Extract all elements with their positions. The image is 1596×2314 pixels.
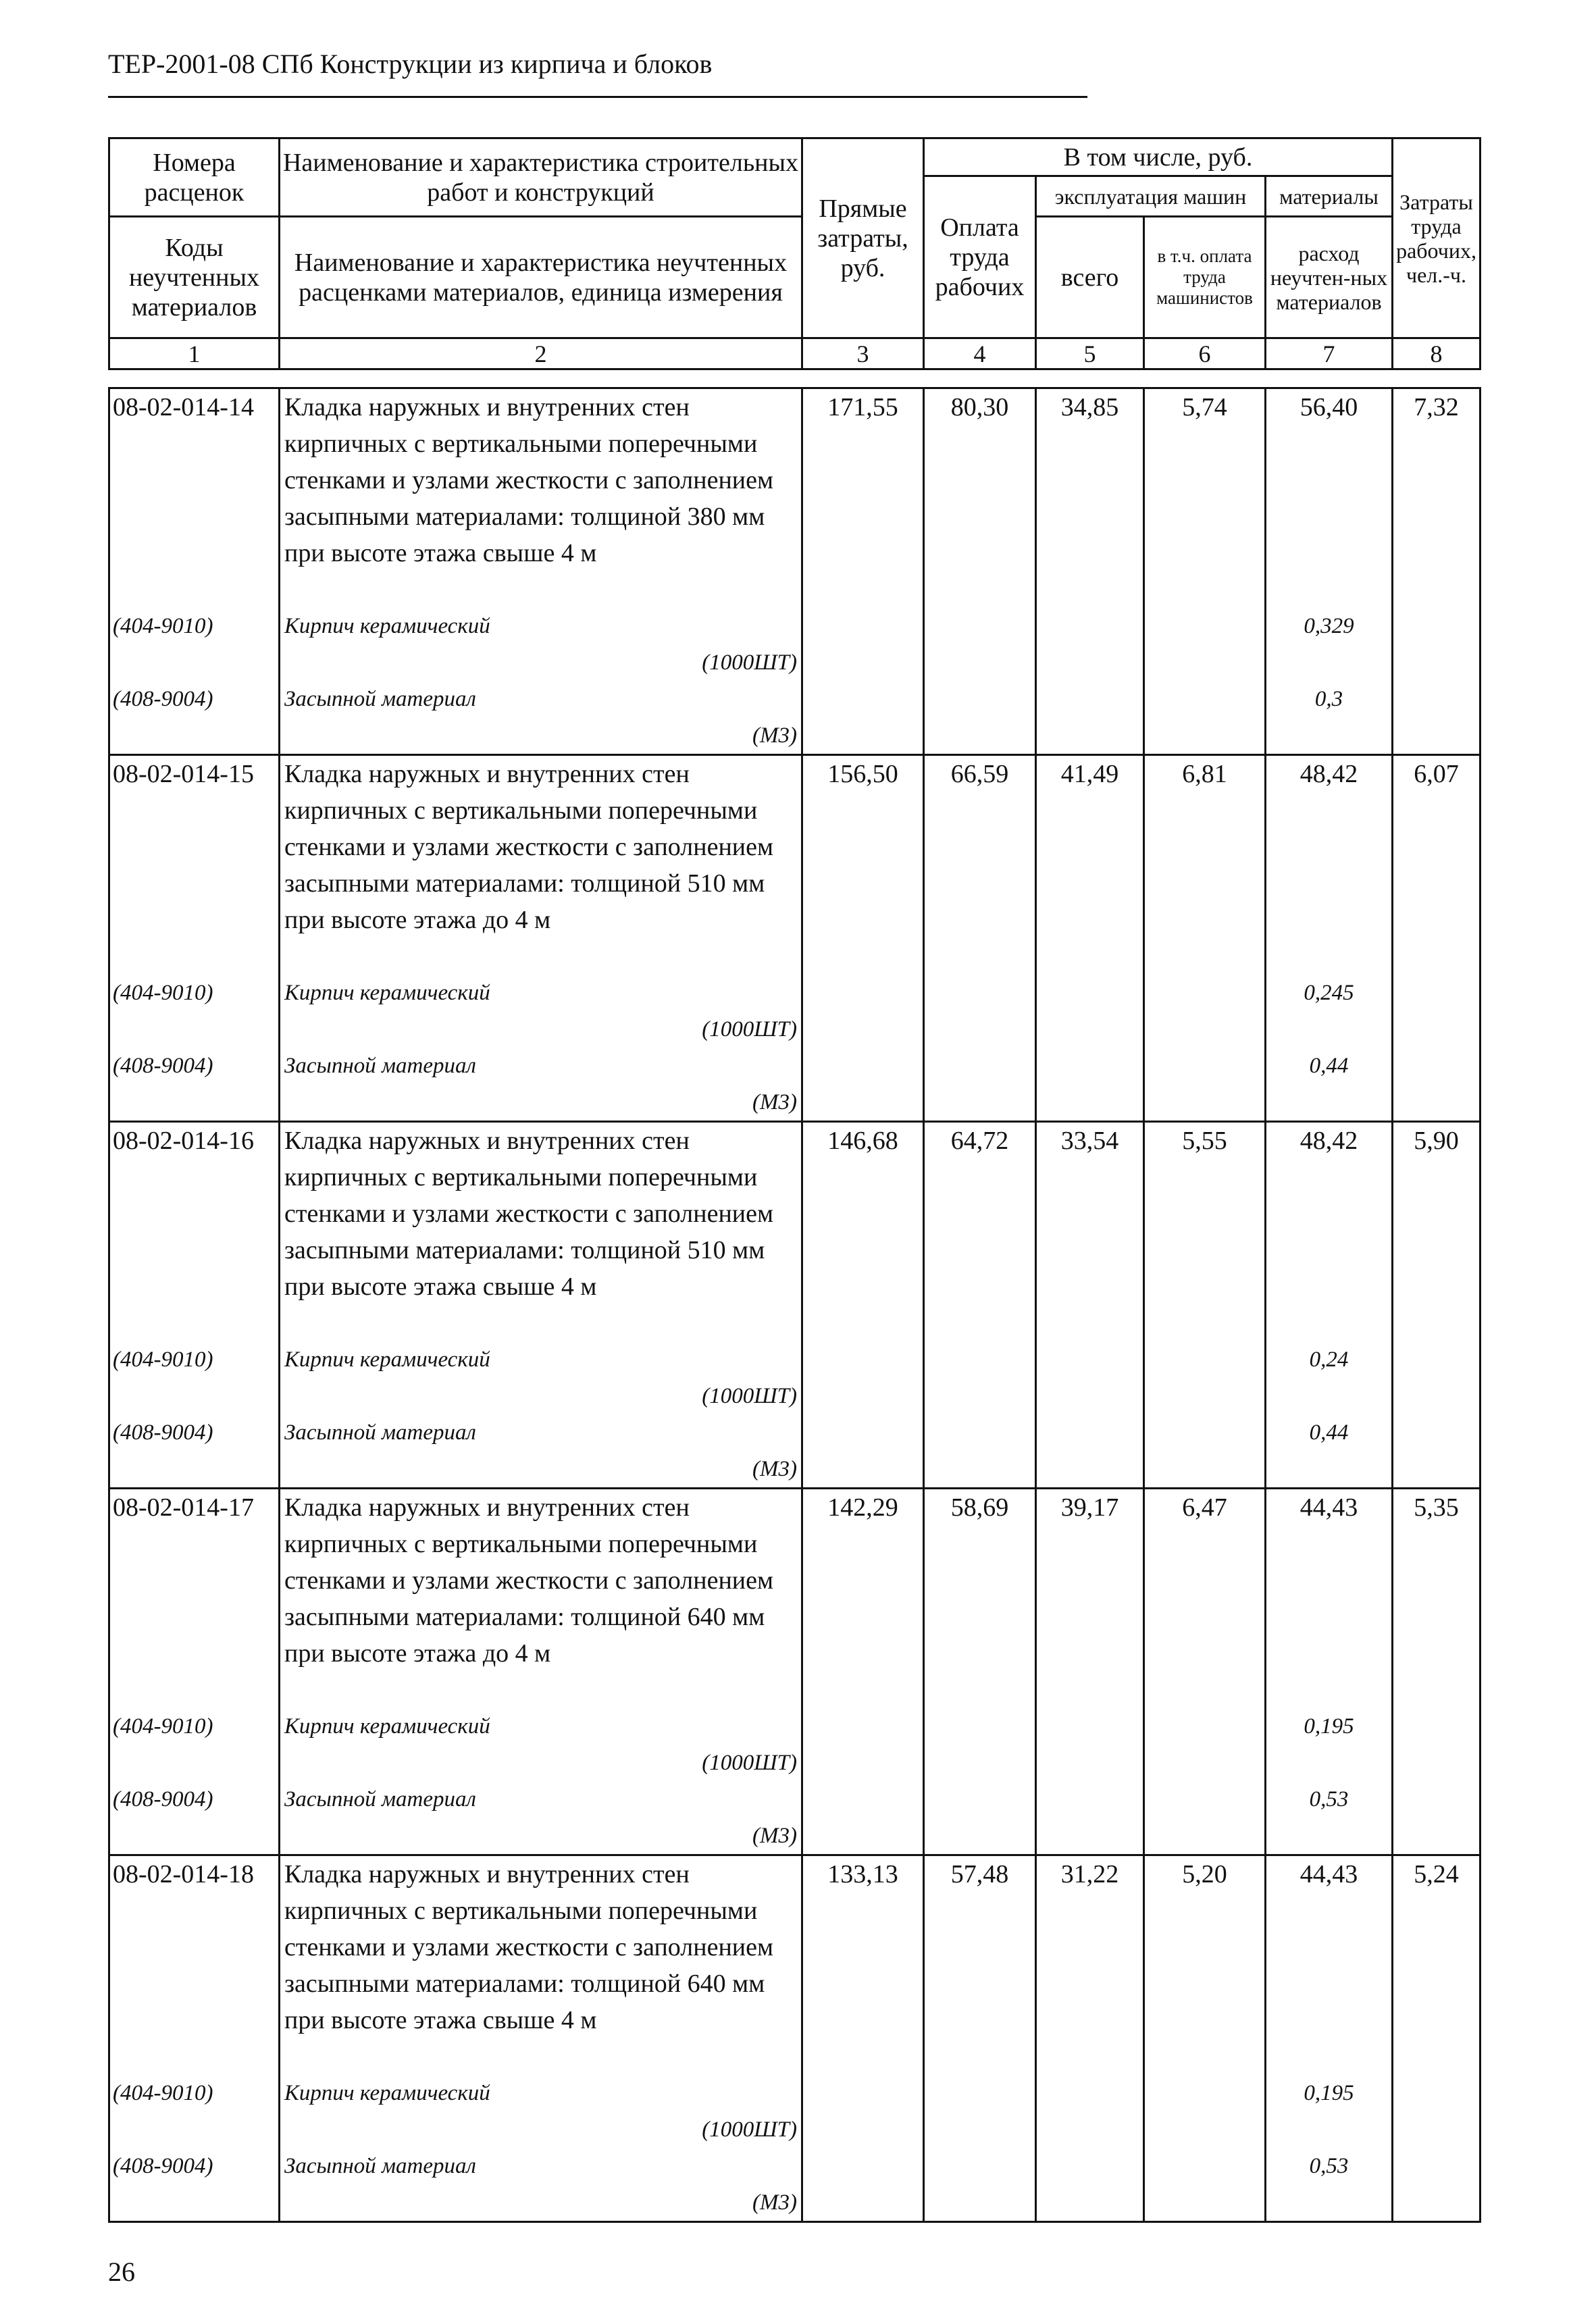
page-number: 26 [108, 2257, 135, 2287]
machinists-value: 5,74 [1144, 388, 1266, 755]
labor-value: 57,48 [924, 1855, 1036, 2222]
table-header [108, 137, 1481, 370]
work-description: Кладка наружных и внутренних стен кирпичных с вертикальными поперечными стенками и узлами жесткости с заполнением засыпными материалами: толщиной 510 мм при высоте этажа до 4 м [284, 760, 774, 934]
material-code: (408-9004) [113, 687, 213, 711]
material-code: (404-9010) [113, 1347, 213, 1372]
col-number: 6 [1144, 338, 1266, 369]
material-unit: (М3) [752, 1090, 797, 1114]
material-name: Засыпной материал [284, 2154, 476, 2178]
description-cell [280, 1855, 802, 2222]
material-name: Кирпич керамический [284, 1347, 490, 1372]
material-name: Кирпич керамический [284, 614, 490, 638]
material-unit: (1000ШТ) [702, 1017, 797, 1042]
description-cell [280, 1489, 802, 1855]
description-cell [280, 1122, 802, 1489]
work-description: Кладка наружных и внутренних стен кирпичных с вертикальными поперечными стенками и узлами жесткости с заполнением засыпными материалами: толщиной 380 мм при высоте этажа свыше 4 м [284, 393, 774, 567]
rate-code: 08-02-014-16 [113, 1127, 254, 1155]
machines-value: 31,22 [1036, 1855, 1144, 2222]
machines-value: 34,85 [1036, 388, 1144, 755]
machines-header: эксплуатация машин [1036, 176, 1266, 217]
direct-cost-header: Прямые затраты, руб. [802, 138, 924, 338]
work-description: Кладка наружных и внутренних стен кирпичных с вертикальными поперечными стенками и узлами жесткости с заполнением засыпными материалами: толщиной 640 мм при высоте этажа до 4 м [284, 1493, 774, 1668]
table-row [109, 755, 1481, 1122]
material-unit: (1000ШТ) [702, 2117, 797, 2142]
col-number: 2 [280, 338, 802, 369]
materials-cell [1266, 1489, 1393, 1855]
materials-value: 48,42 [1299, 1127, 1358, 1155]
machines-value: 33,54 [1036, 1122, 1144, 1489]
including-header: В том числе, руб. [924, 138, 1393, 176]
col-number: 8 [1393, 338, 1481, 369]
material-quantity: 0,3 [1314, 687, 1343, 711]
table-row [109, 388, 1481, 755]
material-code: (404-9010) [113, 1714, 213, 1739]
materials-cell [1266, 1122, 1393, 1489]
machinists-value: 5,20 [1144, 1855, 1266, 2222]
material-code: (408-9004) [113, 1420, 213, 1445]
machinist-pay-header: в т.ч. оплата труда машинистов [1144, 217, 1266, 338]
material-unit: (М3) [752, 1824, 797, 1848]
rate-code: 08-02-014-14 [113, 393, 254, 421]
machines-total-header: всего [1036, 217, 1144, 338]
labor-hours-value: 7,32 [1393, 388, 1481, 755]
materials-header: материалы [1266, 176, 1393, 217]
table-row [109, 1122, 1481, 1489]
machines-value: 41,49 [1036, 755, 1144, 1122]
rate-code-cell [109, 1122, 280, 1489]
material-unit: (1000ШТ) [702, 1384, 797, 1408]
material-unit: (1000ШТ) [702, 650, 797, 675]
labor-hours-value: 5,90 [1393, 1122, 1481, 1489]
col-number: 7 [1266, 338, 1393, 369]
materials-value: 44,43 [1299, 1860, 1358, 1888]
col2-top-header: Наименование и характеристика строительных работ и конструкций [280, 138, 802, 217]
materials-value: 56,40 [1299, 393, 1358, 421]
col2-bottom-header: Наименование и характеристика неучтенных расценками материалов, единица измерения [280, 217, 802, 338]
materials-cell [1266, 388, 1393, 755]
work-description: Кладка наружных и внутренних стен кирпичных с вертикальными поперечными стенками и узлами жесткости с заполнением засыпными материалами: толщиной 640 мм при высоте этажа свыше 4 м [284, 1860, 774, 2034]
material-name: Засыпной материал [284, 1787, 476, 1811]
material-code: (408-9004) [113, 1054, 213, 1078]
col-number: 4 [924, 338, 1036, 369]
labor-pay-header: Оплата труда рабочих [924, 176, 1036, 338]
rate-code-cell [109, 1489, 280, 1855]
description-cell [280, 388, 802, 755]
material-code: (404-9010) [113, 2081, 213, 2105]
rate-code: 08-02-014-18 [113, 1860, 254, 1888]
table-row [109, 1855, 1481, 2222]
material-unit: (М3) [752, 723, 797, 748]
direct-value: 156,50 [802, 755, 924, 1122]
description-cell [280, 755, 802, 1122]
material-name: Кирпич керамический [284, 2081, 490, 2105]
material-code: (408-9004) [113, 2154, 213, 2178]
material-name: Кирпич керамический [284, 1714, 490, 1739]
labor-value: 58,69 [924, 1489, 1036, 1855]
material-name: Кирпич керамический [284, 981, 490, 1005]
material-name: Засыпной материал [284, 1420, 476, 1445]
rate-code-cell [109, 388, 280, 755]
rate-code-cell [109, 755, 280, 1122]
header-rule [108, 96, 1087, 98]
materials-value: 44,43 [1299, 1493, 1358, 1522]
labor-value: 66,59 [924, 755, 1036, 1122]
direct-value: 133,13 [802, 1855, 924, 2222]
rates-table [108, 387, 1481, 2223]
material-code: (404-9010) [113, 981, 213, 1005]
material-unit: (М3) [752, 1457, 797, 1481]
labor-value: 64,72 [924, 1122, 1036, 1489]
col-number: 1 [109, 338, 280, 369]
labor-hours-value: 6,07 [1393, 755, 1481, 1122]
material-quantity: 0,53 [1309, 2154, 1349, 2178]
material-name: Засыпной материал [284, 1054, 476, 1078]
machines-value: 39,17 [1036, 1489, 1144, 1855]
material-unit: (1000ШТ) [702, 1751, 797, 1775]
material-quantity: 0,195 [1304, 2081, 1354, 2105]
material-quantity: 0,195 [1304, 1714, 1354, 1739]
labor-hours-value: 5,35 [1393, 1489, 1481, 1855]
rate-code-cell [109, 1855, 280, 2222]
machinists-value: 6,81 [1144, 755, 1266, 1122]
materials-cell [1266, 1855, 1393, 2222]
table-row [109, 1489, 1481, 1855]
material-quantity: 0,245 [1304, 981, 1354, 1005]
col-number: 5 [1036, 338, 1144, 369]
material-code: (404-9010) [113, 614, 213, 638]
material-quantity: 0,44 [1309, 1054, 1349, 1078]
material-quantity: 0,44 [1309, 1420, 1349, 1445]
labor-hours-value: 5,24 [1393, 1855, 1481, 2222]
direct-value: 142,29 [802, 1489, 924, 1855]
page-header: ТЕР-2001-08 СПб Конструкции из кирпича и блоков [108, 49, 713, 79]
material-quantity: 0,329 [1304, 614, 1354, 638]
material-unit: (М3) [752, 2190, 797, 2215]
col1-bottom-header: Коды неучтенных материалов [109, 217, 280, 338]
work-description: Кладка наружных и внутренних стен кирпичных с вертикальными поперечными стенками и узлами жесткости с заполнением засыпными материалами: толщиной 510 мм при высоте этажа свыше 4 м [284, 1127, 774, 1301]
material-code: (408-9004) [113, 1787, 213, 1811]
rate-code: 08-02-014-15 [113, 760, 254, 788]
materials-cell [1266, 755, 1393, 1122]
rate-code: 08-02-014-17 [113, 1493, 254, 1522]
direct-value: 146,68 [802, 1122, 924, 1489]
unaccounted-materials-header: расход неучтен-ных материалов [1266, 217, 1393, 338]
material-quantity: 0,24 [1309, 1347, 1349, 1372]
col-number: 3 [802, 338, 924, 369]
labor-value: 80,30 [924, 388, 1036, 755]
machinists-value: 6,47 [1144, 1489, 1266, 1855]
labor-cost-header: Затраты труда рабочих, чел.-ч. [1393, 138, 1481, 338]
material-name: Засыпной материал [284, 687, 476, 711]
machinists-value: 5,55 [1144, 1122, 1266, 1489]
direct-value: 171,55 [802, 388, 924, 755]
material-quantity: 0,53 [1309, 1787, 1349, 1811]
col1-top-header: Номера расценок [109, 138, 280, 217]
materials-value: 48,42 [1299, 760, 1358, 788]
